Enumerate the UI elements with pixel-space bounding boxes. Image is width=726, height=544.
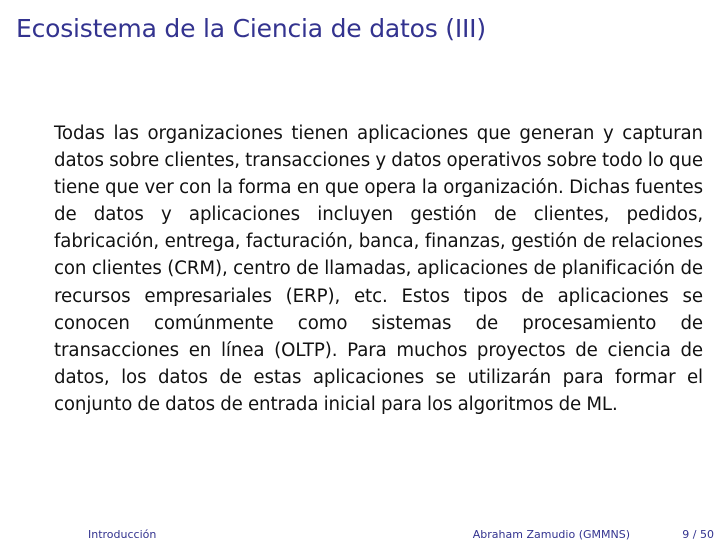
slide-footer	[0, 528, 726, 544]
slide-title: Ecosistema de la Ciencia de datos (III)	[16, 14, 486, 43]
page-number: 9 / 50	[682, 528, 714, 541]
slide-body-paragraph: Todas las organizaciones tienen aplicaciones que generan y capturan datos sobre clientes, transacciones y datos operativos sobre todo lo que tiene que ver con la forma en que opera la organización. Dichas fuentes de datos y aplicaciones incluyen gestión de clientes, pedidos, fabricación, entrega, facturación, banca, finanzas, gestión de relaciones con clientes (CRM), centro de llamadas, aplicaciones de planificación de recursos empresariales (ERP), etc. Estos tipos de aplicaciones se conocen comúnmente como sistemas de procesamiento de transacciones en línea (OLTP). Para muchos proyectos de ciencia de datos, los datos de estas aplicaciones se utilizarán para formar el conjunto de datos de entrada inicial para los algoritmos de ML.	[54, 123, 703, 415]
footer-author: Abraham Zamudio (GMMNS)	[472, 528, 630, 541]
footer-section-label: Introducción	[88, 528, 157, 541]
